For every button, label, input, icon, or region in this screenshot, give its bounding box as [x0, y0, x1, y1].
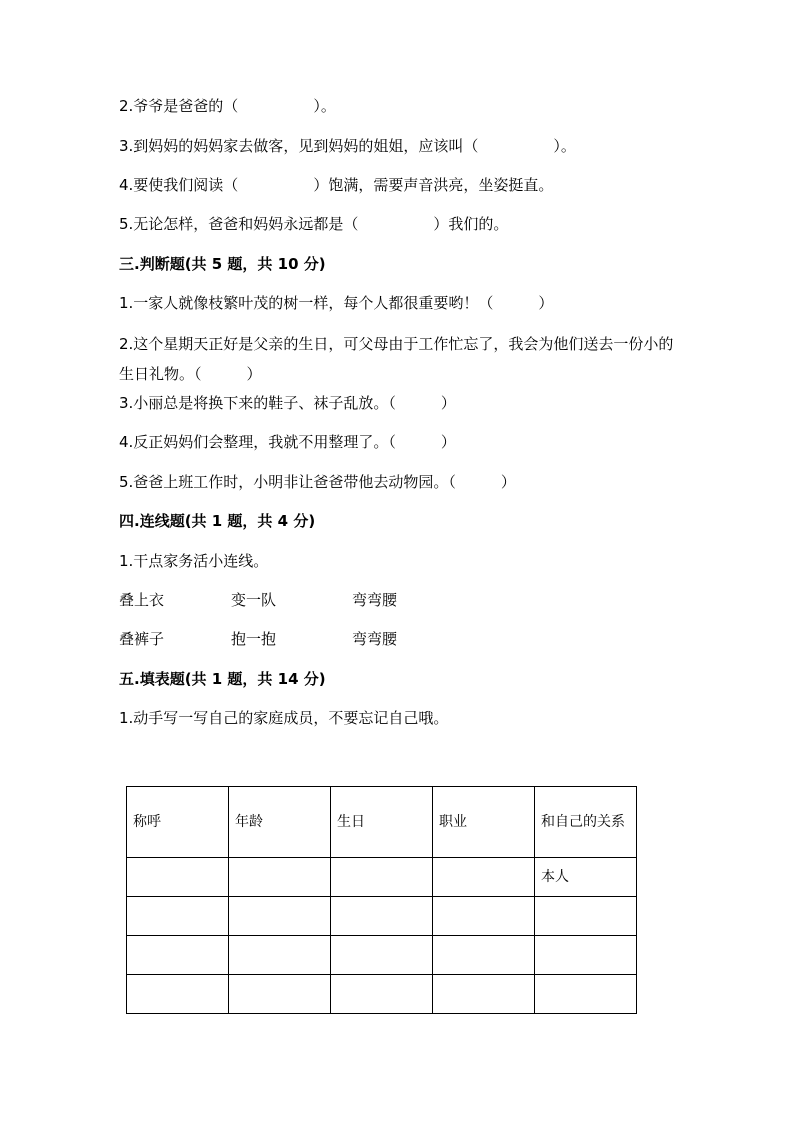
- header-cell-title: 称呼: [127, 787, 229, 858]
- table-cell[interactable]: [433, 936, 535, 975]
- table-cell[interactable]: [331, 897, 433, 936]
- question-2: 2.爷爷是爸爸的（ ）。: [119, 97, 336, 115]
- table-cell[interactable]: [127, 897, 229, 936]
- table-row: [127, 897, 637, 936]
- header-cell-age: 年龄: [229, 787, 331, 858]
- table-cell[interactable]: [229, 975, 331, 1014]
- matching-item: 变一队: [231, 591, 277, 609]
- matching-item: 叠裤子: [119, 630, 165, 648]
- table-cell[interactable]: [433, 897, 535, 936]
- judgement-item-5: 5.爸爸上班工作时，小明非让爸爸带他去动物园。（ ）: [119, 473, 516, 491]
- section-heading-judgement: 三.判断题(共 5 题，共 10 分): [119, 255, 326, 273]
- table-question: 1.动手写一写自己的家庭成员，不要忘记自己哦。: [119, 709, 449, 727]
- table-cell[interactable]: [127, 936, 229, 975]
- matching-item: 弯弯腰: [352, 630, 398, 648]
- judgement-item-4: 4.反正妈妈们会整理，我就不用整理了。（ ）: [119, 433, 456, 451]
- question-4: 4.要使我们阅读（ ）饱满，需要声音洪亮，坐姿挺直。: [119, 176, 554, 194]
- table-row: [127, 975, 637, 1014]
- header-cell-job: 职业: [433, 787, 535, 858]
- table-cell[interactable]: [535, 975, 637, 1014]
- table-cell[interactable]: [535, 897, 637, 936]
- table-cell[interactable]: [229, 858, 331, 897]
- matching-question: 1.干点家务活小连线。: [119, 552, 269, 570]
- section-heading-table: 五.填表题(共 1 题，共 14 分): [119, 670, 326, 688]
- judgement-item-2: 2.这个星期天正好是父亲的生日，可父母由于工作忙忘了，我会为他们送去一份小的生日礼物。（ ）: [119, 335, 674, 383]
- table-cell[interactable]: [331, 975, 433, 1014]
- table-cell[interactable]: [127, 858, 229, 897]
- judgement-item-3: 3.小丽总是将换下来的鞋子、袜子乱放。（ ）: [119, 394, 456, 412]
- table-cell[interactable]: [229, 936, 331, 975]
- table-cell[interactable]: [127, 975, 229, 1014]
- table-cell[interactable]: [229, 897, 331, 936]
- table-cell[interactable]: [433, 975, 535, 1014]
- table-cell: 本人: [535, 858, 637, 897]
- table-row: [127, 858, 637, 897]
- table-row: [127, 936, 637, 975]
- matching-item: 弯弯腰: [352, 591, 398, 609]
- table-header-row: [127, 787, 637, 858]
- table-cell[interactable]: [331, 858, 433, 897]
- matching-item: 抱一抱: [231, 630, 277, 648]
- header-cell-birthday: 生日: [331, 787, 433, 858]
- family-members-table: [126, 786, 637, 1014]
- header-cell-relation: 和自己的关系: [535, 787, 637, 858]
- question-5: 5.无论怎样，爸爸和妈妈永远都是（ ）我们的。: [119, 215, 509, 233]
- matching-item: 叠上衣: [119, 591, 165, 609]
- judgement-item-1: 1.一家人就像枝繁叶茂的树一样，每个人都很重要哟！（ ）: [119, 294, 554, 312]
- table-cell[interactable]: [433, 858, 535, 897]
- table-cell[interactable]: [331, 936, 433, 975]
- table-cell[interactable]: [535, 936, 637, 975]
- section-heading-matching: 四.连线题(共 1 题，共 4 分): [119, 512, 316, 530]
- question-3: 3.到妈妈的妈妈家去做客，见到妈妈的姐姐，应该叫（ ）。: [119, 137, 576, 155]
